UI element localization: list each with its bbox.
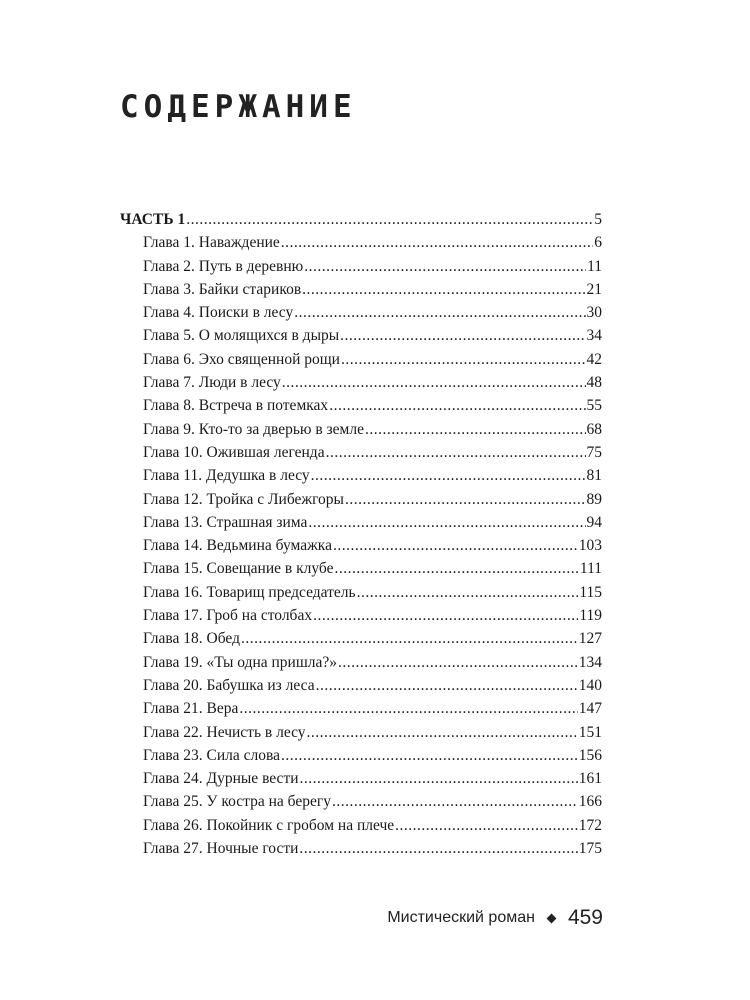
toc-chapter-entry[interactable] xyxy=(120,604,602,627)
toc-entry-page: 161 xyxy=(578,770,602,788)
toc-chapter-entry[interactable] xyxy=(120,441,602,464)
toc-entry-title: Глава 26. Покойник с гробом на плече xyxy=(143,816,395,834)
toc-entry-title: Глава 25. У костра на берегу xyxy=(143,793,331,811)
toc-entry-page: 30 xyxy=(586,304,602,322)
toc-dot-leader xyxy=(338,651,578,674)
toc-entry-title: Глава 17. Гроб на столбах xyxy=(143,607,313,625)
toc-chapter-entry[interactable] xyxy=(120,814,602,837)
page-title: СОДЕРЖАНИЕ xyxy=(120,89,357,125)
toc-entry-page: 6 xyxy=(594,234,602,252)
toc-dot-leader xyxy=(395,814,578,837)
toc-dot-leader xyxy=(241,627,578,650)
toc-chapter-entry[interactable] xyxy=(120,371,602,394)
toc-entry-page: 89 xyxy=(586,490,602,508)
toc-dot-leader xyxy=(299,837,577,860)
toc-dot-leader xyxy=(345,488,586,511)
toc-chapter-entry[interactable] xyxy=(120,837,602,860)
toc-chapter-entry[interactable] xyxy=(120,697,602,720)
toc-entry-page: 172 xyxy=(578,816,602,834)
toc-entry-page: 48 xyxy=(586,374,602,392)
toc-entry-page: 11 xyxy=(587,257,602,275)
toc-dot-leader xyxy=(282,371,586,394)
toc-entry-title: Глава 9. Кто-то за дверью в земле xyxy=(143,420,364,438)
toc-dot-leader xyxy=(341,348,586,371)
toc-entry-page: 21 xyxy=(586,280,602,298)
toc-entry-title: Глава 27. Ночные гости xyxy=(143,840,299,858)
toc-entry-page: 147 xyxy=(578,700,602,718)
toc-chapter-entry[interactable] xyxy=(120,255,602,278)
toc-entry-title: Глава 22. Нечисть в лесу xyxy=(143,723,306,741)
toc-entry-page: 134 xyxy=(578,653,602,671)
toc-entry-page: 94 xyxy=(586,513,602,531)
toc-part-heading[interactable] xyxy=(120,208,602,231)
toc-dot-leader xyxy=(186,208,593,231)
toc-entry-title: Глава 16. Товарищ председатель xyxy=(143,583,356,601)
toc-entry-title: ЧАСТЬ 1 xyxy=(120,211,186,228)
toc-entry-title: Глава 23. Сила слова xyxy=(143,746,281,764)
toc-entry-page: 115 xyxy=(579,583,602,601)
toc-entry-title: Глава 14. Ведьмина бумажка xyxy=(143,537,332,555)
toc-entry-title: Глава 3. Байки стариков xyxy=(143,280,302,298)
page-footer xyxy=(387,906,603,930)
toc-entry-title: Глава 8. Встреча в потемках xyxy=(143,397,329,415)
toc-chapter-entry[interactable] xyxy=(120,790,602,813)
toc-dot-leader xyxy=(304,255,586,278)
toc-dot-leader xyxy=(308,511,585,534)
toc-entry-page: 166 xyxy=(578,793,602,811)
toc-chapter-entry[interactable] xyxy=(120,301,602,324)
toc-entry-page: 34 xyxy=(586,327,602,345)
toc-chapter-entry[interactable] xyxy=(120,394,602,417)
toc-chapter-entry[interactable] xyxy=(120,324,602,347)
toc-chapter-entry[interactable] xyxy=(120,511,602,534)
toc-entry-title: Глава 11. Дедушка в лесу xyxy=(143,467,310,485)
toc-chapter-entry[interactable] xyxy=(120,488,602,511)
toc-dot-leader xyxy=(316,674,578,697)
toc-entry-title: Глава 18. Обед xyxy=(143,630,240,648)
table-of-contents xyxy=(120,208,602,860)
toc-entry-page: 68 xyxy=(586,420,602,438)
toc-chapter-entry[interactable] xyxy=(120,627,602,650)
toc-dot-leader xyxy=(329,394,585,417)
toc-entry-page: 151 xyxy=(578,723,602,741)
toc-dot-leader xyxy=(313,604,578,627)
toc-dot-leader xyxy=(281,231,593,254)
toc-entry-title: Глава 12. Тройка с Либежгоры xyxy=(143,490,344,508)
toc-chapter-entry[interactable] xyxy=(120,348,602,371)
toc-entry-page: 127 xyxy=(578,630,602,648)
toc-chapter-entry[interactable] xyxy=(120,581,602,604)
diamond-bullet-icon xyxy=(547,913,557,923)
toc-dot-leader xyxy=(334,557,578,580)
toc-entry-page: 75 xyxy=(586,443,602,461)
toc-dot-leader xyxy=(340,324,585,347)
toc-chapter-entry[interactable] xyxy=(120,231,602,254)
toc-entry-title: Глава 20. Бабушка из леса xyxy=(143,676,315,694)
toc-dot-leader xyxy=(311,464,586,487)
toc-chapter-entry[interactable] xyxy=(120,767,602,790)
toc-entry-page: 5 xyxy=(594,211,602,228)
toc-dot-leader xyxy=(357,581,579,604)
toc-dot-leader xyxy=(294,301,585,324)
toc-entry-title: Глава 19. «Ты одна пришла?» xyxy=(143,653,338,671)
toc-dot-leader xyxy=(326,441,586,464)
toc-dot-leader xyxy=(365,418,586,441)
toc-entry-title: Глава 1. Наваждение xyxy=(143,234,280,252)
toc-chapter-entry[interactable] xyxy=(120,418,602,441)
toc-dot-leader xyxy=(300,767,578,790)
toc-entry-page: 55 xyxy=(586,397,602,415)
toc-entry-page: 111 xyxy=(579,560,602,578)
toc-chapter-entry[interactable] xyxy=(120,557,602,580)
toc-entry-page: 119 xyxy=(579,607,602,625)
toc-chapter-entry[interactable] xyxy=(120,278,602,301)
toc-entry-page: 140 xyxy=(578,676,602,694)
page-number: 459 xyxy=(567,906,603,929)
toc-entry-title: Глава 7. Люди в лесу xyxy=(143,374,281,392)
footer-book-label: Мистический роман xyxy=(387,909,535,926)
toc-dot-leader xyxy=(332,790,578,813)
toc-chapter-entry[interactable] xyxy=(120,674,602,697)
toc-chapter-entry[interactable] xyxy=(120,744,602,767)
toc-entry-page: 175 xyxy=(578,840,602,858)
toc-chapter-entry[interactable] xyxy=(120,534,602,557)
toc-entry-title: Глава 6. Эхо священной рощи xyxy=(143,350,340,368)
toc-entry-title: Глава 21. Вера xyxy=(143,700,239,718)
toc-entry-page: 42 xyxy=(586,350,602,368)
toc-entry-page: 81 xyxy=(586,467,602,485)
toc-dot-leader xyxy=(302,278,585,301)
toc-chapter-entry[interactable] xyxy=(120,721,602,744)
toc-entry-page: 103 xyxy=(578,537,602,555)
toc-dot-leader xyxy=(281,744,578,767)
toc-dot-leader xyxy=(307,721,578,744)
toc-dot-leader xyxy=(333,534,578,557)
toc-entry-title: Глава 5. О молящихся в дыры xyxy=(143,327,340,345)
toc-entry-title: Глава 2. Путь в деревню xyxy=(143,257,304,275)
toc-dot-leader xyxy=(239,697,577,720)
toc-chapter-entry[interactable] xyxy=(120,651,602,674)
toc-entry-title: Глава 13. Страшная зима xyxy=(143,513,308,531)
toc-entry-title: Глава 15. Совещание в клубе xyxy=(143,560,334,578)
toc-entry-title: Глава 4. Поиски в лесу xyxy=(143,304,294,322)
toc-entry-page: 156 xyxy=(578,746,602,764)
toc-entry-title: Глава 10. Ожившая легенда xyxy=(143,443,325,461)
toc-entry-title: Глава 24. Дурные вести xyxy=(143,770,299,788)
toc-chapter-entry[interactable] xyxy=(120,464,602,487)
